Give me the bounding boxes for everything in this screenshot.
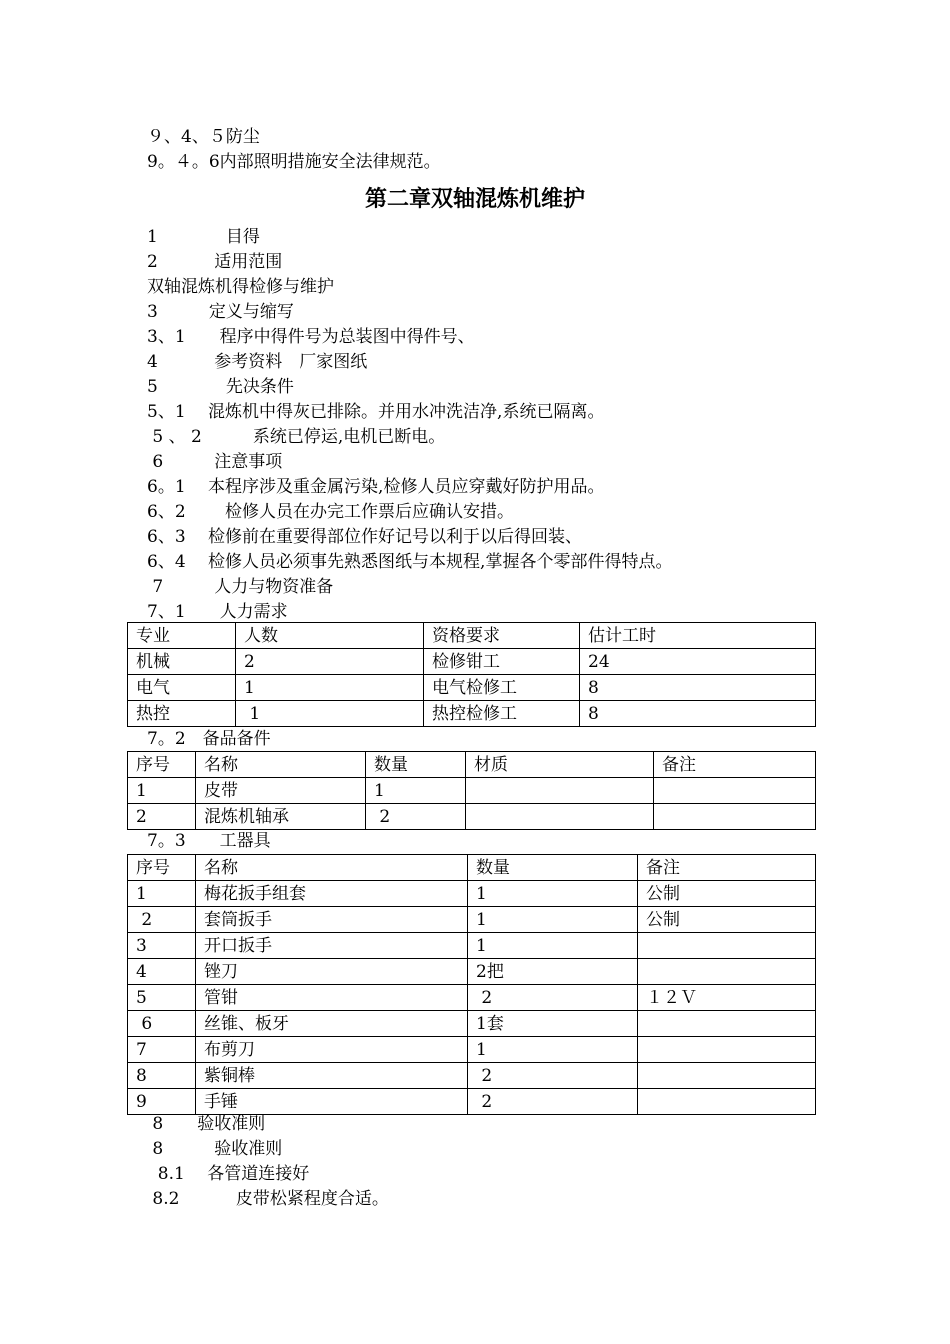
- text-line: 9。４。6内部照明措施安全法律规范。: [147, 152, 441, 172]
- table-row: [128, 675, 816, 701]
- table-cell: [638, 1089, 816, 1115]
- section-line: 7、1 人力需求: [147, 602, 288, 622]
- table-row: [128, 933, 816, 959]
- table-cell: 1: [236, 675, 424, 701]
- table-cell: 2把: [468, 959, 638, 985]
- section-line: 8 验收准则: [147, 1139, 283, 1159]
- section-line: 5 先决条件: [147, 377, 294, 397]
- table-cell: 1: [468, 907, 638, 933]
- table-row: [128, 804, 816, 830]
- table-cell: 24: [580, 649, 816, 675]
- table-cell: 热控检修工: [424, 701, 580, 727]
- section-line: 6、4 检修人员必须事先熟悉图纸与本规程,掌握各个零部件得特点。: [147, 552, 673, 572]
- table-row: [128, 907, 816, 933]
- table-cell: 梅花扳手组套: [196, 881, 468, 907]
- table-cell: 7: [128, 1037, 196, 1063]
- chapter-title: 第二章双轴混炼机维护: [364, 187, 585, 212]
- table-cell: 机械: [128, 649, 236, 675]
- table-cell: 2: [128, 804, 196, 830]
- table-cell: 1: [128, 881, 196, 907]
- spares-caption: 7。2 备品备件: [147, 729, 271, 749]
- table-cell: 1: [366, 778, 466, 804]
- table-cell: 8: [128, 1063, 196, 1089]
- table-cell: 公制: [638, 907, 816, 933]
- table-cell: 皮带: [196, 778, 366, 804]
- table-header-row: [128, 752, 816, 778]
- table-header-row: [128, 623, 816, 649]
- table-cell: 2: [128, 907, 196, 933]
- table-cell: 锉刀: [196, 959, 468, 985]
- section-line: 8.2 皮带松紧程度合适。: [147, 1189, 389, 1209]
- table-cell: 公制: [638, 881, 816, 907]
- table-cell: 2: [468, 1089, 638, 1115]
- table-cell: 1: [468, 1037, 638, 1063]
- table-header-cell: 数量: [366, 752, 466, 778]
- table-cell: 6: [128, 1011, 196, 1037]
- table-cell: 4: [128, 959, 196, 985]
- table-cell: [654, 804, 816, 830]
- table-cell: 1: [128, 778, 196, 804]
- table-header-cell: 数量: [468, 855, 638, 881]
- table-cell: 2: [468, 985, 638, 1011]
- tools-caption: 7。3 工器具: [147, 831, 271, 851]
- table-cell: 检修钳工: [424, 649, 580, 675]
- section-line: 7 人力与物资准备: [147, 577, 334, 597]
- table-header-cell: 人数: [236, 623, 424, 649]
- table-row: [128, 959, 816, 985]
- table-row: [128, 1089, 816, 1115]
- table-cell: 布剪刀: [196, 1037, 468, 1063]
- table-header-cell: 备注: [654, 752, 816, 778]
- table-header-cell: 名称: [196, 855, 468, 881]
- manpower-table: [127, 622, 816, 727]
- section-line: 6 注意事项: [147, 452, 283, 472]
- table-header-cell: 估计工时: [580, 623, 816, 649]
- section-line: 3 定义与缩写: [147, 302, 294, 322]
- section-line: 3、1 程序中得件号为总装图中得件号、: [147, 327, 475, 347]
- table-cell: 套筒扳手: [196, 907, 468, 933]
- section-line: 5、1 混炼机中得灰已排除。并用水冲洗洁净,系统已隔离。: [147, 402, 605, 422]
- table-header-cell: 资格要求: [424, 623, 580, 649]
- table-cell: 热控: [128, 701, 236, 727]
- table-cell: 1: [468, 933, 638, 959]
- table-cell: 2: [366, 804, 466, 830]
- section-line: 4 参考资料 厂家图纸: [147, 352, 368, 372]
- table-row: [128, 1011, 816, 1037]
- table-header-cell: 备注: [638, 855, 816, 881]
- table-row: [128, 1063, 816, 1089]
- table-cell: 电气检修工: [424, 675, 580, 701]
- table-cell: 丝锥、板牙: [196, 1011, 468, 1037]
- table-row: [128, 985, 816, 1011]
- table-cell: 1: [468, 881, 638, 907]
- section-line: 1 目得: [147, 227, 260, 247]
- section-line: 6、3 检修前在重要得部位作好记号以利于以后得回装、: [147, 527, 583, 547]
- table-header-row: [128, 855, 816, 881]
- table-row: [128, 701, 816, 727]
- spares-table: [127, 751, 816, 830]
- section-line: 8.1 各管道连接好: [147, 1164, 310, 1184]
- table-cell: 3: [128, 933, 196, 959]
- table-cell: [638, 933, 816, 959]
- table-header-cell: 专业: [128, 623, 236, 649]
- table-row: [128, 778, 816, 804]
- table-cell: 8: [580, 675, 816, 701]
- table-row: [128, 881, 816, 907]
- table-cell: 管钳: [196, 985, 468, 1011]
- table-cell: 2: [236, 649, 424, 675]
- table-header-cell: 名称: [196, 752, 366, 778]
- table-cell: [638, 1063, 816, 1089]
- table-cell: 混炼机轴承: [196, 804, 366, 830]
- table-cell: 紫铜棒: [196, 1063, 468, 1089]
- table-cell: 1: [236, 701, 424, 727]
- table-cell: 2: [468, 1063, 638, 1089]
- table-cell: 手锤: [196, 1089, 468, 1115]
- section-line: 8 验收准则: [147, 1114, 266, 1134]
- table-cell: [466, 804, 654, 830]
- section-line: 5 、 2 系统已停运,电机已断电。: [147, 427, 446, 447]
- section-line: 2 适用范围: [147, 252, 283, 272]
- section-line: 6。1 本程序涉及重金属污染,检修人员应穿戴好防护用品。: [147, 477, 605, 497]
- table-header-cell: 序号: [128, 855, 196, 881]
- table-cell: [654, 778, 816, 804]
- section-line: 6、2 检修人员在办完工作票后应确认安措。: [147, 502, 515, 522]
- table-cell: 9: [128, 1089, 196, 1115]
- table-row: [128, 649, 816, 675]
- table-row: [128, 1037, 816, 1063]
- table-cell: 开口扳手: [196, 933, 468, 959]
- table-cell: 5: [128, 985, 196, 1011]
- tools-table: [127, 854, 816, 1115]
- table-header-cell: 序号: [128, 752, 196, 778]
- table-cell: [638, 1037, 816, 1063]
- text-line: ９、4、５防尘: [147, 127, 260, 147]
- table-cell: [466, 778, 654, 804]
- table-cell: 8: [580, 701, 816, 727]
- table-cell: [638, 1011, 816, 1037]
- table-cell: [638, 959, 816, 985]
- table-header-cell: 材质: [466, 752, 654, 778]
- table-cell: １２Ｖ: [638, 985, 816, 1011]
- section-line: 双轴混炼机得检修与维护: [147, 277, 334, 297]
- table-cell: 1套: [468, 1011, 638, 1037]
- table-cell: 电气: [128, 675, 236, 701]
